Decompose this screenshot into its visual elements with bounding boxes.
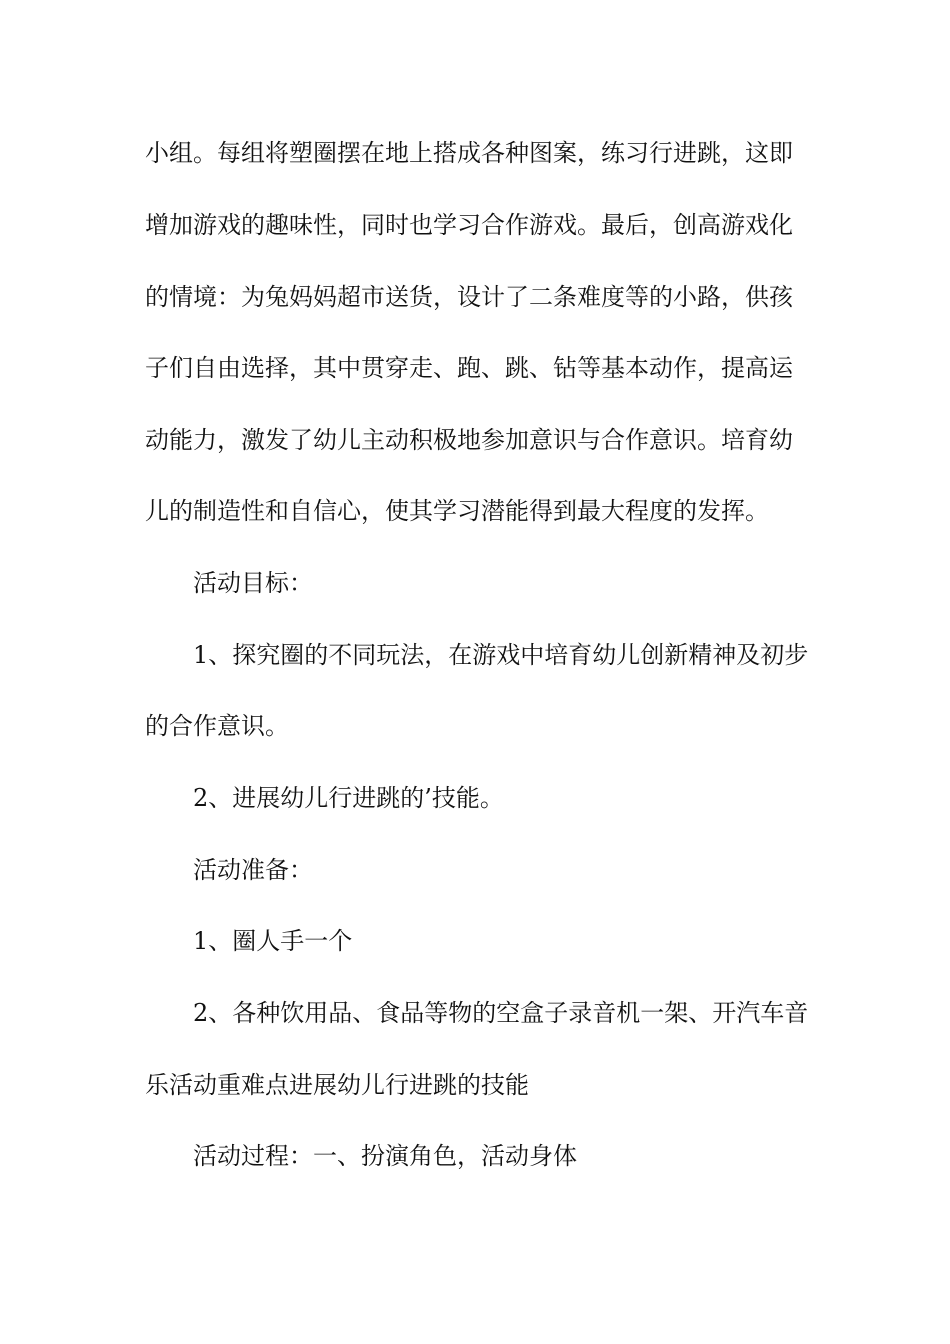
list-item: 1、探究圈的不同玩法，在游戏中培育幼儿创新精神及初步 bbox=[193, 641, 809, 669]
list-item: 1、圈人手一个 bbox=[193, 927, 353, 955]
text-line: 小组。每组将塑圈摆在地上搭成各种图案，练习行进跳，这即 bbox=[145, 139, 793, 167]
section-heading: 活动准备： bbox=[193, 856, 313, 884]
section-heading: 活动过程：一、扮演角色，活动身体 bbox=[193, 1142, 577, 1170]
text-line: 儿的制造性和自信心，使其学习潜能得到最大程度的发挥。 bbox=[145, 497, 769, 525]
text-line: 的合作意识。 bbox=[145, 712, 289, 740]
text-line: 子们自由选择，其中贯穿走、跑、跳、钻等基本动作，提高运 bbox=[145, 354, 793, 382]
section-heading: 活动目标： bbox=[193, 569, 313, 597]
list-item: 2、各种饮用品、食品等物的空盒子录音机一架、开汽车音 bbox=[193, 999, 809, 1027]
text-line: 的情境：为兔妈妈超市送货，设计了二条难度等的小路，供孩 bbox=[145, 283, 793, 311]
list-item: 2、进展幼儿行进跳的’技能。 bbox=[193, 784, 504, 812]
text-line: 动能力，激发了幼儿主动积极地参加意识与合作意识。培育幼 bbox=[145, 426, 793, 454]
text-line: 增加游戏的趣味性，同时也学习合作游戏。最后，创高游戏化 bbox=[145, 211, 793, 239]
text-line: 乐活动重难点进展幼儿行进跳的技能 bbox=[145, 1071, 529, 1099]
